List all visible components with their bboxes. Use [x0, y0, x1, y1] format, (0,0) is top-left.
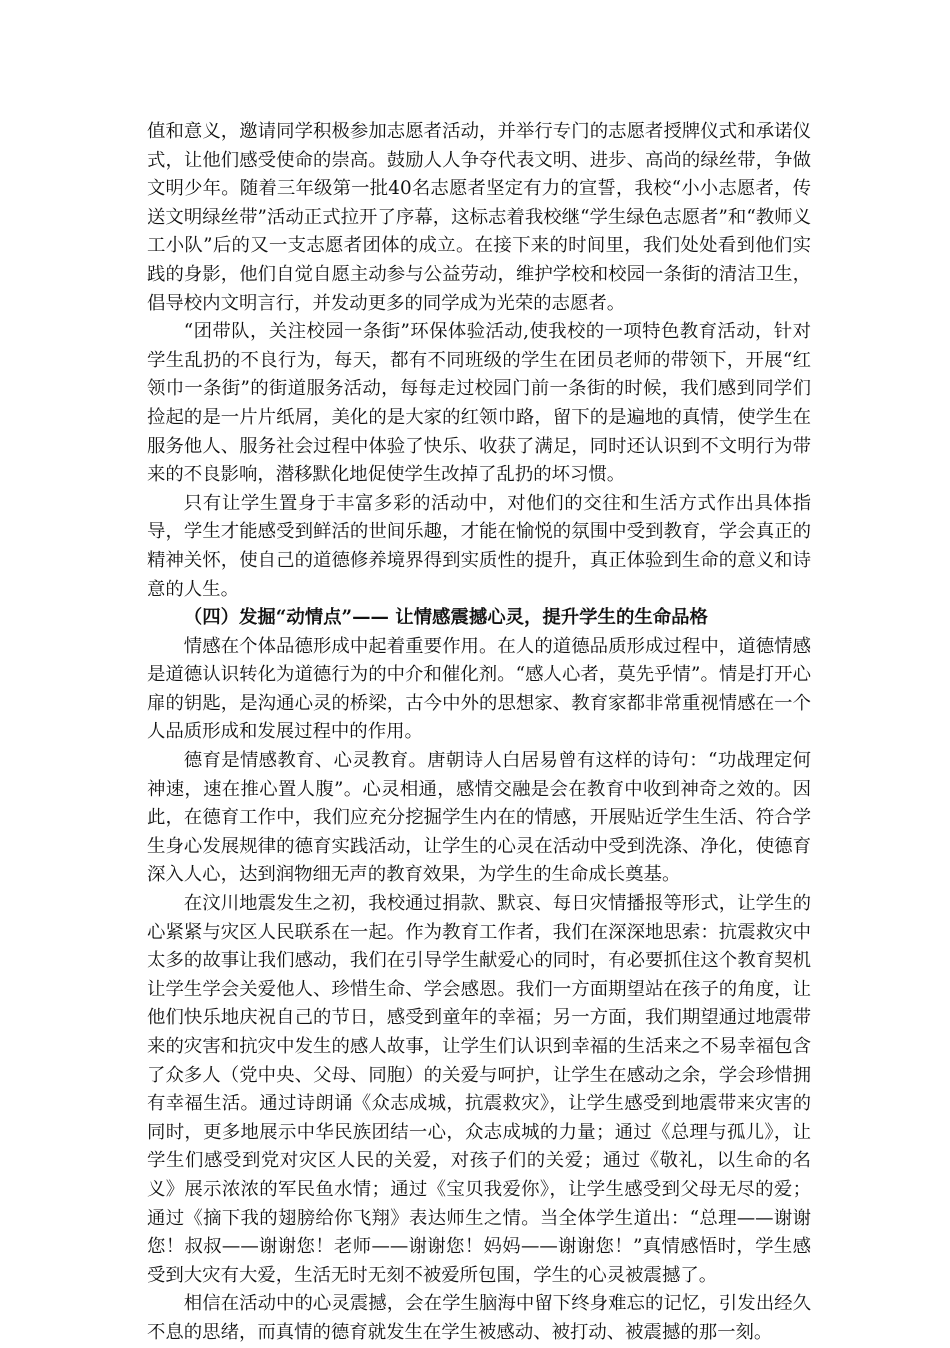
paragraph-moral-education: 德育是情感教育、心灵教育。唐朝诗人白居易曾有这样的诗句：“功战理定何神速，速在推心置人腹”。心灵相通，感情交融是会在教育中收到神奇之效的。因此，在德育工作中，我们应充分挖掘学生内在的情感，开展贴近学生生活、符合学生身心发展规律的德育实践活动，让学生的心灵在活动中受到洗涤、净化，使德育深入人心，达到润物细无声的教育效果，为学生的生命成长奠基。	[147, 750, 811, 886]
paragraph-activities: 只有让学生置身于丰富多彩的活动中，对他们的交往和生活方式作出具体指导，学生才能感受到鲜活的世间乐趣，才能在愉悦的氛围中受到教育，学会真正的精神关怀，使自己的道德修养境界得到实质性的提升，真正体验到生命的意义和诗意的人生。	[147, 492, 811, 600]
paragraph-earthquake: 在汶川地震发生之初，我校通过捐款、默哀、每日灾情播报等形式，让学生的心紧紧与灾区人民联系在一起。作为教育工作者，我们在深深地思索：抗震救灾中太多的故事让我们感动，我们在引导学生献爱心的同时，有必要抓住这个教育契机让学生学会关爱他人、珍惜生命、学会感恩。我们一方面期望站在孩子的角度，让他们快乐地庆祝自己的节日，感受到童年的幸福；另一方面，我们期望通过地震带来的灾害和抗灾中发生的感人故事，让学生们认识到幸福的生活来之不易幸福包含了众多人（党中央、父母、同胞）的关爱与呵护，让学生在感动之余，学会珍惜拥有幸福生活。通过诗朗诵《众志成城，抗震救灾》，让学生感受到地震带来灾害的同时，更多地展示中华民族团结一心，众志成城的力量；通过《总理与孤儿》，让学生们感受到党对灾区人民的关爱，对孩子们的关爱；通过《敬礼，以生命的名义》展示浓浓的军民鱼水情；通过《宝贝我爱你》，让学生感受到父母无尽的爱；通过《摘下我的翅膀给你飞翔》表达师生之情。当全体学生道出：“总理——谢谢您！叔叔——谢谢您！老师——谢谢您！妈妈——谢谢您！”真情感悟时，学生感受到大灾有大爱，生活无时无刻不被爱所包围，学生的心灵被震撼了。	[147, 893, 811, 1286]
paragraph-campus-street: “团带队，关注校园一条街”环保体验活动,使我校的一项特色教育活动，针对学生乱扔的不良行为，每天，都有不同班级的学生在团员老师的带领下，开展“红领巾一条街”的街道服务活动，每每走过校园门前一条街的时候，我们感到同学们捡起的是一片片纸屑，美化的是大家的红领巾路，留下的是遍地的真情，使学生在服务他人、服务社会过程中体验了快乐、收获了满足，同时还认识到不文明行为带来的不良影响，潜移默化地促使学生改掉了乱扔的坏习惯。	[147, 321, 811, 486]
paragraph-emotion: 情感在个体品德形成中起着重要作用。在人的道德品质形成过程中，道德情感是道德认识转化为道德行为的中介和催化剂。“感人心者，莫先乎情”。情是打开心扉的钥匙，是沟通心灵的桥梁，古今中外的思想家、教育家都非常重视情感在一个人品质形成和发展过程中的作用。	[147, 635, 811, 743]
paragraph-volunteers: 值和意义，邀请同学积极参加志愿者活动，并举行专门的志愿者授牌仪式和承诺仪式，让他们感受使命的崇高。鼓励人人争夺代表文明、进步、高尚的绿丝带，争做文明少年。随着三年级第一批40名志愿者坚定有力的宣誓，我校“小小志愿者，传送文明绿丝带”活动正式拉开了序幕，这标志着我校继“学生绿色志愿者”和“教师义工小队”后的又一支志愿者团体的成立。在接下来的时间里，我们处处看到他们实践的身影，他们自觉自愿主动参与公益劳动，维护学校和校园一条街的清洁卫生，倡导校内文明言行，并发动更多的同学成为光荣的志愿者。	[147, 121, 811, 314]
paragraph-conclusion: 相信在活动中的心灵震撼，会在学生脑海中留下终身难忘的记忆，引发出经久不息的思绪，而真情的德育就发生在学生被感动、被打动、被震撼的那一刻。	[147, 1293, 811, 1343]
section-heading: （四）发掘“动情点”—— 让情感震撼心灵，提升学生的生命品格	[183, 607, 708, 629]
document-page	[147, 118, 811, 1348]
